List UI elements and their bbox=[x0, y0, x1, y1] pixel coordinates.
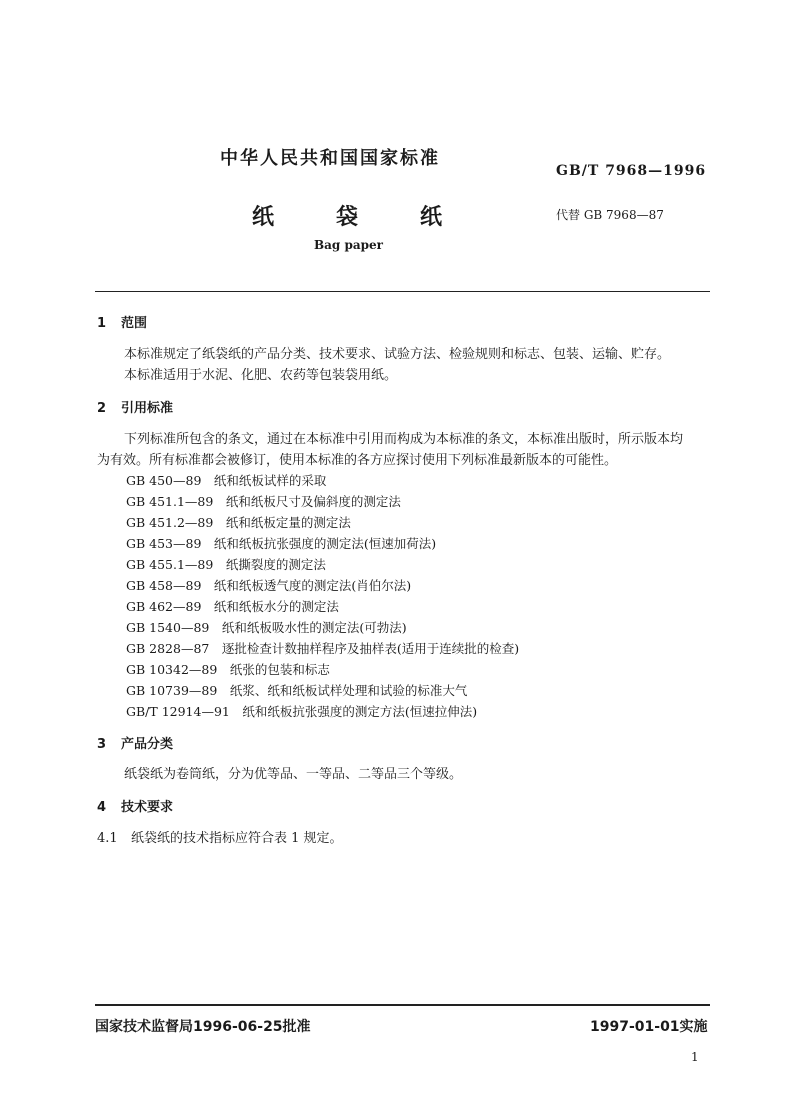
reference-item: GB 453—89 纸和纸板抗张强度的测定法(恒速加荷法) bbox=[126, 536, 437, 551]
document-title bbox=[252, 200, 442, 231]
paragraph: 本标准适用于水泥、化肥、农药等包装袋用纸。 bbox=[124, 368, 398, 383]
reference-item: GB 458—89 纸和纸板透气度的测定法(肖伯尔法) bbox=[126, 578, 412, 593]
paragraph: 下列标准所包含的条文，通过在本标准中引用而构成为本标准的条文，本标准出版时，所示版本均 bbox=[124, 432, 684, 447]
paragraph: 本标准规定了纸袋纸的产品分类、技术要求、试验方法、检验规则和标志、包装、运输、贮存。 bbox=[124, 347, 671, 362]
reference-item: GB 462—89 纸和纸板水分的测定法 bbox=[126, 599, 339, 614]
clause-4-1 bbox=[97, 828, 343, 849]
title-char: 纸 bbox=[252, 205, 275, 230]
page-number: 1 bbox=[691, 1050, 699, 1064]
section-title: 范围 bbox=[121, 316, 148, 331]
section-4-heading bbox=[97, 796, 173, 815]
paragraph: 为有效。所有标准都会被修订，使用本标准的各方应探讨使用下列标准最新版本的可能性。 bbox=[97, 453, 618, 468]
paragraph: 纸袋纸为卷筒纸，分为优等品、一等品、二等品三个等级。 bbox=[124, 767, 463, 782]
implementation-date: 1997-01-01实施 bbox=[590, 1019, 708, 1035]
section-number: 4 bbox=[97, 800, 107, 815]
standard-number: GB/T 7968—1996 bbox=[556, 163, 707, 179]
section-3-heading bbox=[97, 733, 173, 752]
section-number: 1 bbox=[97, 316, 107, 331]
reference-item: GB/T 12914—91 纸和纸板抗张强度的测定方法(恒速拉伸法) bbox=[126, 704, 478, 719]
reference-item: GB 10739—89 纸浆、纸和纸板试样处理和试验的标准大气 bbox=[126, 683, 468, 698]
approval-date: 国家技术监督局1996-06-25批准 bbox=[95, 1019, 311, 1035]
clause-number: 4.1 bbox=[97, 831, 118, 846]
section-2-heading bbox=[97, 397, 173, 416]
section-1-heading bbox=[97, 312, 147, 331]
footer-divider bbox=[95, 1004, 710, 1006]
title-char: 纸 bbox=[420, 205, 443, 230]
reference-item: GB 1540—89 纸和纸板吸水性的测定法(可勃法) bbox=[126, 620, 407, 635]
issuing-authority: 中华人民共和国国家标准 bbox=[220, 148, 440, 169]
header-divider bbox=[95, 291, 710, 292]
title-char: 袋 bbox=[336, 205, 359, 230]
section-title: 技术要求 bbox=[121, 800, 174, 815]
reference-item: GB 10342—89 纸张的包装和标志 bbox=[126, 662, 330, 677]
reference-item: GB 450—89 纸和纸板试样的采取 bbox=[126, 473, 327, 488]
replaces-standard: 代替 GB 7968—87 bbox=[556, 208, 664, 222]
section-title: 产品分类 bbox=[121, 737, 174, 752]
english-title: Bag paper bbox=[314, 238, 383, 252]
reference-item: GB 451.1—89 纸和纸板尺寸及偏斜度的测定法 bbox=[126, 494, 401, 509]
reference-item: GB 2828—87 逐批检查计数抽样程序及抽样表(适用于连续批的检查) bbox=[126, 641, 520, 656]
reference-item: GB 455.1—89 纸撕裂度的测定法 bbox=[126, 557, 326, 572]
section-number: 2 bbox=[97, 401, 107, 416]
reference-item: GB 451.2—89 纸和纸板定量的测定法 bbox=[126, 515, 351, 530]
clause-text: 纸袋纸的技术指标应符合表 1 规定。 bbox=[131, 831, 343, 846]
section-number: 3 bbox=[97, 737, 107, 752]
section-title: 引用标准 bbox=[121, 401, 174, 416]
